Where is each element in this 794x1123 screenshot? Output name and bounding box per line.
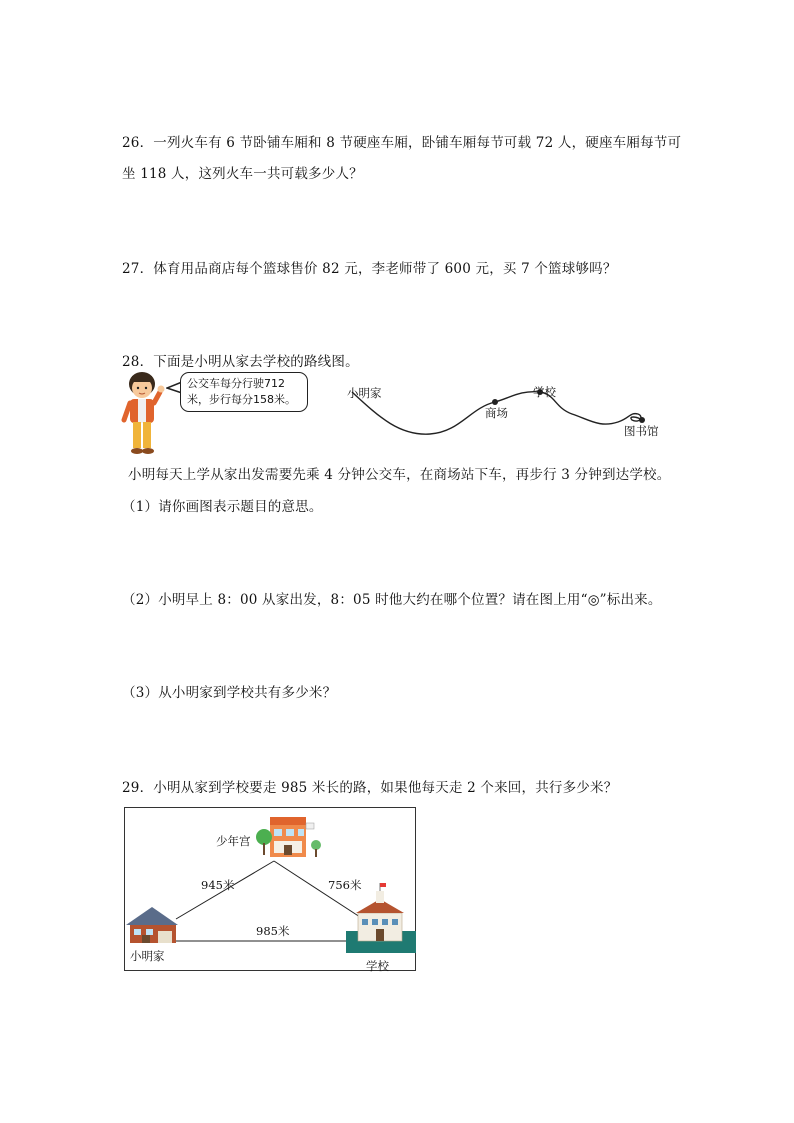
school-building-icon bbox=[346, 883, 416, 953]
q29-distance-home-palace: 945米 bbox=[201, 878, 235, 892]
q29-label-palace: 少年宫 bbox=[216, 834, 251, 848]
q26-line2: 坐 118 人，这列火车一共可载多少人？ bbox=[122, 166, 363, 182]
q29-distance-palace-school: 756米 bbox=[328, 878, 362, 892]
route-label-home: 小明家 bbox=[347, 386, 382, 400]
q29-title: 29．小明从家到学校要走 985 米长的路，如果他每天走 2 个来回，共行多少米？ bbox=[122, 780, 618, 796]
route-label-library: 图书馆 bbox=[624, 424, 659, 438]
q28-desc: 小明每天上学从家出发需要先乘 4 分钟公交车，在商场站下车，再步行 3 分钟到达学校。 bbox=[128, 467, 671, 483]
bubble-line2: 米，步行每分158米。 bbox=[187, 393, 296, 406]
boy-illustration bbox=[118, 370, 168, 458]
q29-distance-home-school: 985米 bbox=[256, 924, 290, 938]
route-label-mall: 商场 bbox=[485, 406, 508, 420]
home-house-icon bbox=[126, 907, 178, 943]
route-label-school: 学校 bbox=[533, 385, 556, 399]
q29-diagram bbox=[124, 807, 416, 971]
q29-label-home: 小明家 bbox=[130, 949, 165, 963]
q28-sub3: （3）从小明家到学校共有多少米？ bbox=[122, 685, 337, 701]
q26-line1: 26．一列火车有 6 节卧铺车厢和 8 节硬座车厢，卧铺车厢每节可载 72 人，硬座车厢每节可 bbox=[122, 135, 682, 151]
q27-line1: 27．体育用品商店每个篮球售价 82 元，李老师带了 600 元，买 7 个篮球够吗？ bbox=[122, 261, 617, 277]
q29-label-school: 学校 bbox=[366, 959, 389, 973]
q28-sub1: （1）请你画图表示题目的意思。 bbox=[122, 499, 323, 515]
q28-sub2: （2）小明早上 8：00 从家出发，8：05 时他大约在哪个位置？请在图上用“◎”标出来。 bbox=[122, 592, 662, 608]
bubble-line1: 公交车每分行驶712 bbox=[187, 377, 285, 390]
speech-bubble bbox=[180, 372, 308, 412]
q28-title: 28．下面是小明从家去学校的路线图。 bbox=[122, 354, 359, 370]
palace-building-icon bbox=[256, 817, 321, 857]
